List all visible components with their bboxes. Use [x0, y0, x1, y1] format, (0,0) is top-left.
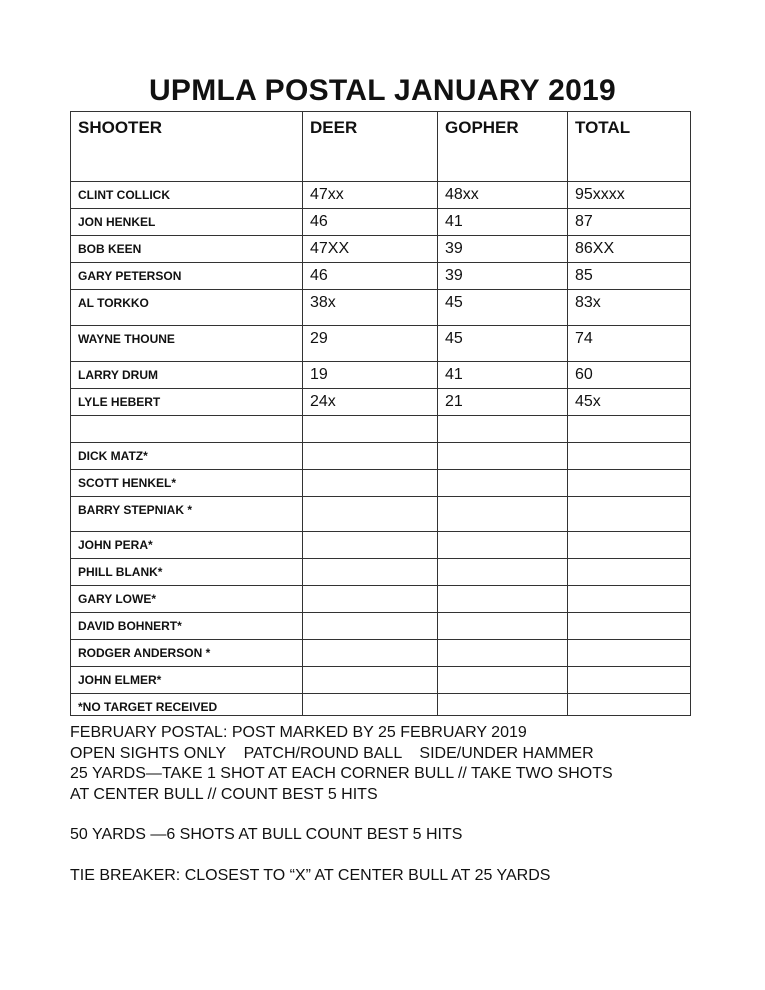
table-row	[71, 497, 691, 532]
shooter-name: DAVID BOHNERT*	[71, 613, 303, 640]
table-row	[71, 236, 691, 263]
deer-score	[303, 613, 438, 640]
gopher-score	[438, 497, 568, 532]
notes-line: 25 YARDS—TAKE 1 SHOT AT EACH CORNER BULL // TAKE TWO SHOTS	[70, 765, 613, 782]
gopher-score	[438, 443, 568, 470]
shooter-name: SCOTT HENKEL*	[71, 470, 303, 497]
total-score	[568, 694, 691, 716]
deer-score	[303, 667, 438, 694]
gopher-score	[438, 613, 568, 640]
total-score: 60	[568, 362, 691, 389]
gopher-score: 39	[438, 236, 568, 263]
total-score	[568, 532, 691, 559]
gopher-score: 39	[438, 263, 568, 290]
shooter-name	[71, 416, 303, 443]
table-row	[71, 640, 691, 667]
deer-score	[303, 470, 438, 497]
shooter-name: JOHN ELMER*	[71, 667, 303, 694]
table-row	[71, 362, 691, 389]
total-score	[568, 497, 691, 532]
header-total: TOTAL	[568, 112, 691, 182]
notes-line: AT CENTER BULL // COUNT BEST 5 HITS	[70, 785, 378, 803]
deer-score	[303, 640, 438, 667]
gopher-score	[438, 559, 568, 586]
deer-score: 29	[303, 326, 438, 362]
deer-score: 47xx	[303, 182, 438, 209]
header-gopher: GOPHER	[438, 112, 568, 182]
total-score	[568, 559, 691, 586]
total-score: 45x	[568, 389, 691, 416]
deer-score: 46	[303, 209, 438, 236]
notes-line: FEBRUARY POSTAL: POST MARKED BY 25 FEBRUARY 2019	[70, 724, 527, 741]
table-row	[71, 263, 691, 290]
table-row	[71, 389, 691, 416]
gopher-score	[438, 694, 568, 716]
notes-line: TIE BREAKER: CLOSEST TO “X” AT CENTER BULL AT 25 YARDS	[70, 866, 551, 884]
deer-score: 24x	[303, 389, 438, 416]
gopher-score	[438, 532, 568, 559]
table-row	[71, 326, 691, 362]
table-body	[71, 182, 691, 716]
shooter-name: GARY LOWE*	[71, 586, 303, 613]
shooter-name: DICK MATZ*	[71, 443, 303, 470]
gopher-score	[438, 586, 568, 613]
table-row	[71, 209, 691, 236]
notes-line: 50 YARDS —6 SHOTS AT BULL COUNT BEST 5 HITS	[70, 826, 463, 843]
deer-score: 38x	[303, 290, 438, 326]
total-score: 86XX	[568, 236, 691, 263]
shooter-name: BOB KEEN	[71, 236, 303, 263]
table-row	[71, 586, 691, 613]
shooter-name: BARRY STEPNIAK *	[71, 497, 303, 532]
table-row	[71, 559, 691, 586]
shooter-name: LARRY DRUM	[71, 362, 303, 389]
header-shooter: SHOOTER	[71, 112, 303, 182]
total-score	[568, 613, 691, 640]
shooter-name: CLINT COLLICK	[71, 182, 303, 209]
total-score: 74	[568, 326, 691, 362]
gopher-score	[438, 416, 568, 443]
total-score: 95xxxx	[568, 182, 691, 209]
gopher-score	[438, 640, 568, 667]
gopher-score: 21	[438, 389, 568, 416]
gopher-score: 41	[438, 362, 568, 389]
deer-score	[303, 416, 438, 443]
deer-score	[303, 443, 438, 470]
deer-score	[303, 559, 438, 586]
deer-score	[303, 497, 438, 532]
shooter-name: WAYNE THOUNE	[71, 326, 303, 362]
total-score	[568, 416, 691, 443]
shooter-name: RODGER ANDERSON *	[71, 640, 303, 667]
total-score: 83x	[568, 290, 691, 326]
shooter-name: JOHN PERA*	[71, 532, 303, 559]
notes-line: OPEN SIGHTS ONLY PATCH/ROUND BALL SIDE/UNDER HAMMER	[70, 744, 594, 762]
total-score: 87	[568, 209, 691, 236]
gopher-score: 45	[438, 326, 568, 362]
gopher-score: 41	[438, 209, 568, 236]
table-row	[71, 694, 691, 716]
shooter-name: GARY PETERSON	[71, 263, 303, 290]
shooter-name: *NO TARGET RECEIVED	[71, 694, 303, 716]
shooter-name: PHILL BLANK*	[71, 559, 303, 586]
deer-score	[303, 694, 438, 716]
table-row	[71, 532, 691, 559]
total-score	[568, 586, 691, 613]
gopher-score	[438, 667, 568, 694]
total-score	[568, 667, 691, 694]
page-title: UPMLA POSTAL JANUARY 2019	[148, 74, 617, 107]
table-row	[71, 470, 691, 497]
deer-score: 46	[303, 263, 438, 290]
shooter-name: LYLE HEBERT	[71, 389, 303, 416]
header-deer: DEER	[303, 112, 438, 182]
results-table	[70, 111, 691, 716]
gopher-score: 48xx	[438, 182, 568, 209]
deer-score: 47XX	[303, 236, 438, 263]
total-score: 85	[568, 263, 691, 290]
gopher-score	[438, 470, 568, 497]
total-score	[568, 443, 691, 470]
deer-score	[303, 532, 438, 559]
deer-score: 19	[303, 362, 438, 389]
table-row	[71, 443, 691, 470]
instructions	[70, 723, 730, 886]
table-row	[71, 613, 691, 640]
table-row	[71, 290, 691, 326]
total-score	[568, 470, 691, 497]
shooter-name: AL TORKKO	[71, 290, 303, 326]
table-row	[71, 667, 691, 694]
gopher-score: 45	[438, 290, 568, 326]
table-row	[71, 416, 691, 443]
total-score	[568, 640, 691, 667]
table-row	[71, 182, 691, 209]
deer-score	[303, 586, 438, 613]
shooter-name: JON HENKEL	[71, 209, 303, 236]
table-header-row	[71, 112, 691, 182]
